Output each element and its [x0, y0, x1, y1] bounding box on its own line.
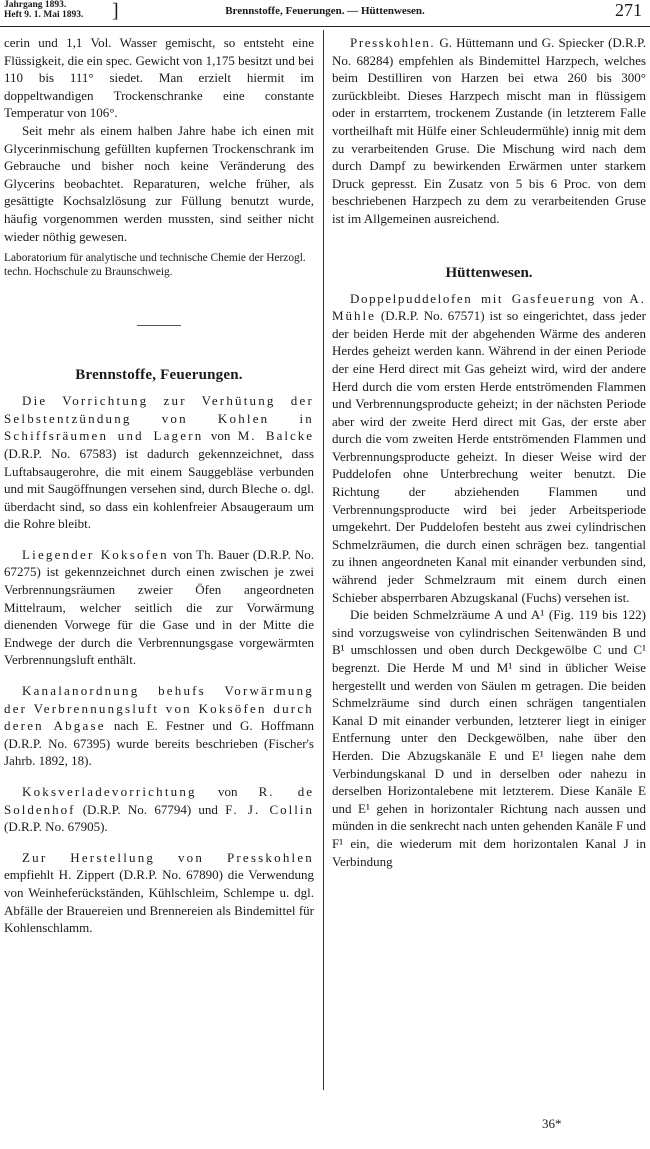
paragraph-lead: Liegender Koksofen [22, 546, 169, 562]
paragraph-text: von [203, 428, 238, 444]
journal-year: Jahrgang 1893. [4, 0, 67, 10]
paragraph-text: empfiehlt H. Zippert (D.R.P. No. 67890) die Verwendung von Weinheferückständen, Kühlschleim, Schlempe u. dgl. Abfälle der Brauereien und Brennereien als Bindemittel für Kohlenschlamm. [4, 867, 314, 936]
paragraph-lead: Zur Herstellung von Presskohlen [22, 849, 314, 865]
paragraph [4, 783, 314, 836]
page-number: 271 [615, 0, 642, 20]
paragraph [4, 546, 314, 669]
paragraph-text: von [168, 546, 197, 562]
paragraph-lead: Die Vorrichtung zur Verhütung der Selbstentzündung von Kohlen in Schiffsräumen und Lagern [4, 393, 314, 444]
paragraph: Die beiden Schmelzräume A und A¹ (Fig. 119 bis 122) sind vorzugsweise von cylindrischen Seitenwänden B und B¹ umschlossen und oben durch Deckgewölbe C und C¹ begrenzt. Die Herde M und M¹ sind in üblicher Weise hergestellt und werden von Säulen m getragen. Die beiden Schmelzräume sind durch einen schrägen tangentialen Kanal D mit einander verbunden, letzterer liegt in einiger Entfernung unter den Deckgewölben, nahe über den Herden. Die Abzugskanäle E und E¹ liegen nahe dem Verbindungskanal D und in derselben oder nahezu in derselben Horizontalebene mit letzterem. Diese Kanäle E und E¹ gehen in horizontaler Richtung nach aussen und münden in die senkrecht nach unten gehenden Kanäle F und F¹ ein, die wiederum mit dem horizontalen Kanal J in Verbindung [332, 607, 646, 869]
section-rule [137, 325, 181, 326]
patent-holder: M. Balcke [237, 428, 315, 444]
patent-holder: R. de Soldenhof [4, 784, 314, 817]
running-title: Brennstoffe, Feuerungen. — Hüttenwesen. [225, 5, 425, 17]
running-header [0, 0, 650, 27]
paragraph-text: nach E. Festner und G. Hoffmann (D.R.P. No. 67395) wurde bereits beschrieben (Fischer's Jahrb. 1892, 18). [4, 718, 314, 769]
paragraph-lead: Kanalanordnung behufs Vorwärmung der Verbrennungsluft von Koksöfen durch deren Abgase [4, 683, 314, 734]
paragraph-lead: Koksverladevorrichtung [22, 784, 197, 799]
paragraph [4, 392, 314, 533]
paragraph-text: von [196, 784, 259, 799]
signature-mark: 36* [542, 1116, 562, 1131]
patent-holder: F. J. Collin [225, 801, 314, 817]
patent-holder: A. Mühle [332, 290, 646, 324]
paragraph-text: (D.R.P. No. 67583) ist dadurch gekennzeichnet, dass Luftabsaugerohre, die mit einem Sauggebläse verbunden und mit Saugöffnungen versehen sind, durch Bleche o. dgl. überdacht sind, so dass ein kohlenfreier Absaugeraum um die Rohre bleibt. [4, 445, 314, 532]
paragraph-text: (D.R.P. No. 67275) ist gekennzeichnet durch einen zwischen je zwei Verbrennungsräumen zweier Öfen angeordneten Mittelraum, welcher seitlich die zur Vorwärmung dienenden Vorwege für die Gase und in der Mitte die Endwege der durch die Verbrennungsgase vorgewärmten Verbrennungsluft enthält. [4, 546, 314, 668]
paragraph [332, 290, 646, 607]
paragraph-lead: Presskohlen. [350, 35, 436, 50]
right-column [332, 34, 646, 870]
paragraph [332, 34, 646, 228]
column-divider [323, 30, 324, 1090]
patent-holder: Th. Bauer [196, 546, 249, 562]
paragraph-text: (D.R.P. No. 67794) und [75, 801, 226, 817]
section-title: Hüttenwesen. [445, 264, 533, 281]
paragraph: cerin und 1,1 Vol. Wasser gemischt, so entsteht eine Flüssigkeit, die ein spec. Gewicht von 1,175 besitzt und bei 110 bis 111° siedet. Man erzielt hiermit im doppeltwandigen Trockenschranke eine constante Temperatur von 106°. [4, 35, 314, 121]
section-title: Brennstoffe, Feuerungen. [75, 367, 243, 384]
paragraph-text: (D.R.P. No. 67571) ist so eingerichtet, dass jeder der beiden Herde mit der abgehenden Wärme des anderen Herdes geheizt werden kann. Während in der einen Periode der eine Herd direct mit Gas geheizt wird, wird der andere Herd durch die vom ersten Herde entströmenden Flammen und Verbrennungsproducte geheizt; in der nächsten Periode aber wird der zweite Herd direct mit Gas, der erste aber durch die vom zweiten Herde entströmenden Flammen und Verbrennungsproducte geheizt. In dieser Weise wird der Puddelofen ohne Unterbrechung weiter benutzt. Die Richtung der abziehenden Flammen und Verbrennungsproducte wird bei jeder Arbeitsperiode umgekehrt. Der Puddelofen besteht aus zwei cylindrischen Schmelzräumen, die durch einen schrägen bez. tangential zu ihnen angeordneten Kanal mit einander verbunden sind, während jeder Schmelzraum mit einem durch einen Schieber absperrbaren Abzugskanal (Fuchs) versehen ist. [332, 308, 646, 605]
left-column [4, 34, 314, 937]
paragraph-text: (D.R.P. No. 68284) empfehlen als Bindemittel Harzpech, welches beim Destilliren von Harzen bei etwa 260 bis 300° zurückbleibt. Dieses Harzpech mischt man in flüssigem oder in erstarrtem, trockenem Zustande (in letzterem Falle vortheilhaft mit Hülfe einer Schleudermühle) innig mit dem zu verarbeitenden Gruse. Die Mischung wird nach dem durch Dampf zu bewirkenden Erwärmen unter starkem Druck gepresst. Ein Zusatz von 5 bis 6 Proc. von dem beschriebenen Harzpech zu dem zu verarbeitenden Gruse ist im Allgemeinen ausreichend. [332, 35, 646, 226]
patent-holder: G. Hüttemann und G. Spiecker [435, 35, 604, 50]
paragraph [4, 849, 314, 937]
paragraph-lead: Doppelpuddelofen mit Gasfeuerung [350, 290, 596, 306]
journal-issue-date: Heft 9. 1. Mai 1893. [4, 10, 84, 20]
paragraph-text: von [595, 290, 630, 306]
issue-bracket: ] [112, 0, 119, 22]
paragraph: Seit mehr als einem halben Jahre habe ich einen mit Glycerinmischung gefüllten kupfernen Trockenschrank im Gebrauche und bisher noch keine Veränderung des Glycerins beobachtet. Reparaturen, welche früher, als gesättigte Kochsalzlösung zur Füllung benutzt wurde, häufig vorgenommen werden mussten, sind seither nicht wieder nöthig gewesen. [4, 122, 314, 244]
paragraph-text: (D.R.P. No. 67905). [4, 819, 108, 835]
paragraph [4, 682, 314, 770]
author-affiliation: Laboratorium für analytische und technische Chemie der Herzogl. techn. Hochschule zu Braunschweig. [4, 252, 306, 279]
